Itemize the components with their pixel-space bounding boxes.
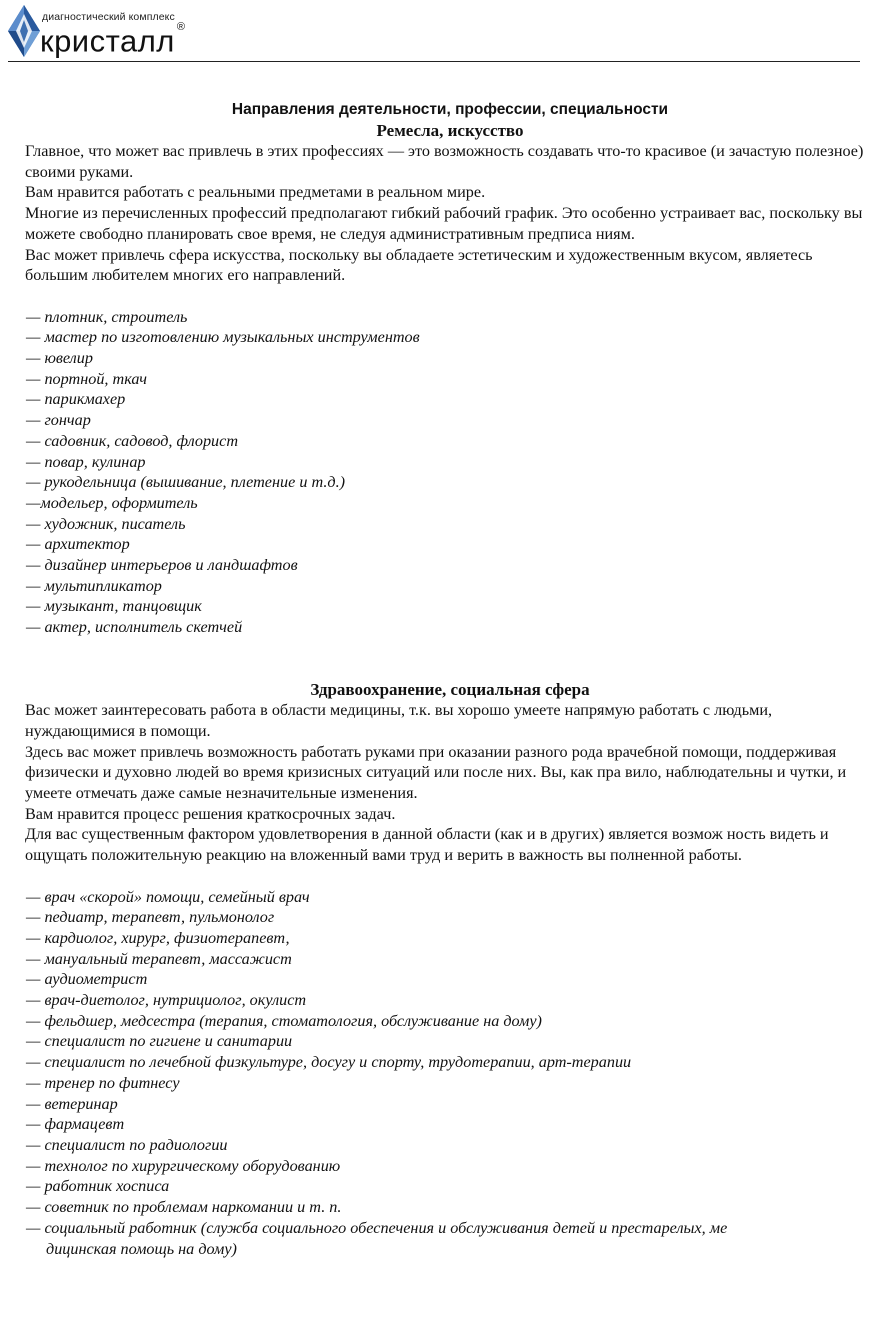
list-item: — повар, кулинар	[26, 452, 146, 471]
logo-subtitle: диагностический комплекс	[42, 11, 175, 23]
section-paragraph: Многие из перечисленных профессий предполагают гибкий рабочий график. Это особенно устраивает вас, поскольку вы можете свободно планировать свое время, не следуя административным предписа ниям.	[25, 204, 863, 243]
section-heading-healthcare: Здравоохранение, социальная сфера	[310, 680, 590, 700]
logo-name	[40, 20, 186, 58]
logo-name-text: кристалл	[40, 23, 175, 59]
list-item: — педиатр, терапевт, пульмонолог	[26, 908, 275, 927]
list-item: — специалист по лечебной физкультуре, досугу и спорту, трудотерапии, арт-терапии	[26, 1053, 632, 1072]
list-item: — ювелир	[26, 349, 93, 368]
section-heading-crafts: Ремесла, искусство	[376, 121, 524, 140]
list-item: — плотник, строитель	[26, 307, 188, 326]
list-item: — архитектор	[26, 535, 130, 554]
profession-list-healthcare	[25, 887, 865, 1260]
profession-list-crafts	[25, 307, 865, 638]
section-paragraph: Главное, что может вас привлечь в этих профессиях — это возможность создавать что-то красивое (и зачастую полезное) своими руками.	[25, 142, 864, 181]
list-item-text: — социальный работник (служба социального обеспечения и обслуживания детей и престарелых, ме	[26, 1218, 728, 1237]
document-body	[25, 100, 865, 1259]
section-paragraph: Вам нравится работать с реальными предметами в реальном мире.	[25, 183, 486, 202]
registered-mark: ®	[176, 21, 186, 33]
list-item: — советник по проблемам наркомании и т. п.	[26, 1198, 342, 1217]
list-item: — музыкант, танцовщик	[26, 597, 202, 616]
list-item: — фельдшер, медсестра (терапия, стоматология, обслуживание на дому)	[26, 1011, 542, 1030]
list-item: — специалист по радиологии	[26, 1136, 228, 1154]
list-item: — дизайнер интерьеров и ландшафтов	[26, 556, 298, 575]
list-item: — мультипликатор	[26, 576, 162, 595]
list-item: — работник хосписа	[26, 1177, 170, 1196]
section-paragraph: Вам нравится процесс решения краткосрочных задач.	[25, 804, 396, 823]
page-title: Направления деятельности, профессии, специальности	[231, 101, 669, 118]
crystal-diamond-icon	[6, 4, 42, 63]
list-item: — технолог по хирургическому оборудованию	[26, 1156, 341, 1175]
list-item: — врач-диетолог, нутрициолог, окулист	[26, 991, 307, 1010]
list-item: — художник, писатель	[26, 514, 186, 533]
section-paragraph: Для вас существенным фактором удовлетворения в данной области (как и в других) является возмож ность видеть и ощущать положительную реакцию на вложенный вами труд и верить в важность вы полненной работы.	[25, 825, 829, 865]
section-paragraph: Здесь вас может привлечь возможность работать руками при оказании разного рода врачебной помощи, поддерживая физически и духовно людей во время кризисных ситуаций или после них. Вы, как пра вило, наблюдательны и чутки, и умеете отмечать даже самые незначительные изменения.	[25, 742, 847, 803]
list-item: — парикмахер	[26, 390, 126, 409]
list-item: — врач «скорой» помощи, семейный врач	[26, 887, 310, 906]
list-item: — фармацевт	[26, 1115, 125, 1134]
header-divider	[8, 61, 860, 62]
list-item: — рукодельница (вышивание, плетение и т.д.)	[26, 473, 346, 492]
list-item: — мастер по изготовлению музыкальных инструментов	[26, 328, 420, 347]
list-item: — кардиолог, хирург, физиотерапевт,	[26, 928, 290, 947]
section-paragraph: Вас может заинтересовать работа в области медицины, т.к. вы хорошо умеете напрямую работать с людьми, нуждающимися в помощи.	[25, 701, 773, 740]
list-item	[25, 1218, 865, 1259]
list-item: —модельер, оформитель	[26, 493, 198, 512]
list-item: — ветеринар	[26, 1094, 118, 1113]
list-item: — актер, исполнитель скетчей	[26, 618, 243, 637]
list-item: — специалист по гигиене и санитарии	[26, 1032, 293, 1051]
list-item-continuation: дицинская помощь на дому)	[46, 1239, 237, 1258]
list-item: — гончар	[26, 411, 91, 430]
list-item: — тренер по фитнесу	[26, 1073, 180, 1092]
page-header	[0, 0, 886, 64]
list-item: — аудиометрист	[26, 970, 148, 989]
list-item: — портной, ткач	[26, 369, 147, 388]
list-item: — мануальный терапевт, массажист	[26, 949, 292, 968]
list-item: — садовник, садовод, флорист	[26, 431, 239, 450]
section-paragraph: Вас может привлечь сфера искусства, поскольку вы обладаете эстетическим и художественным вкусом, являетесь большим любителем многих его направлений.	[25, 245, 813, 285]
